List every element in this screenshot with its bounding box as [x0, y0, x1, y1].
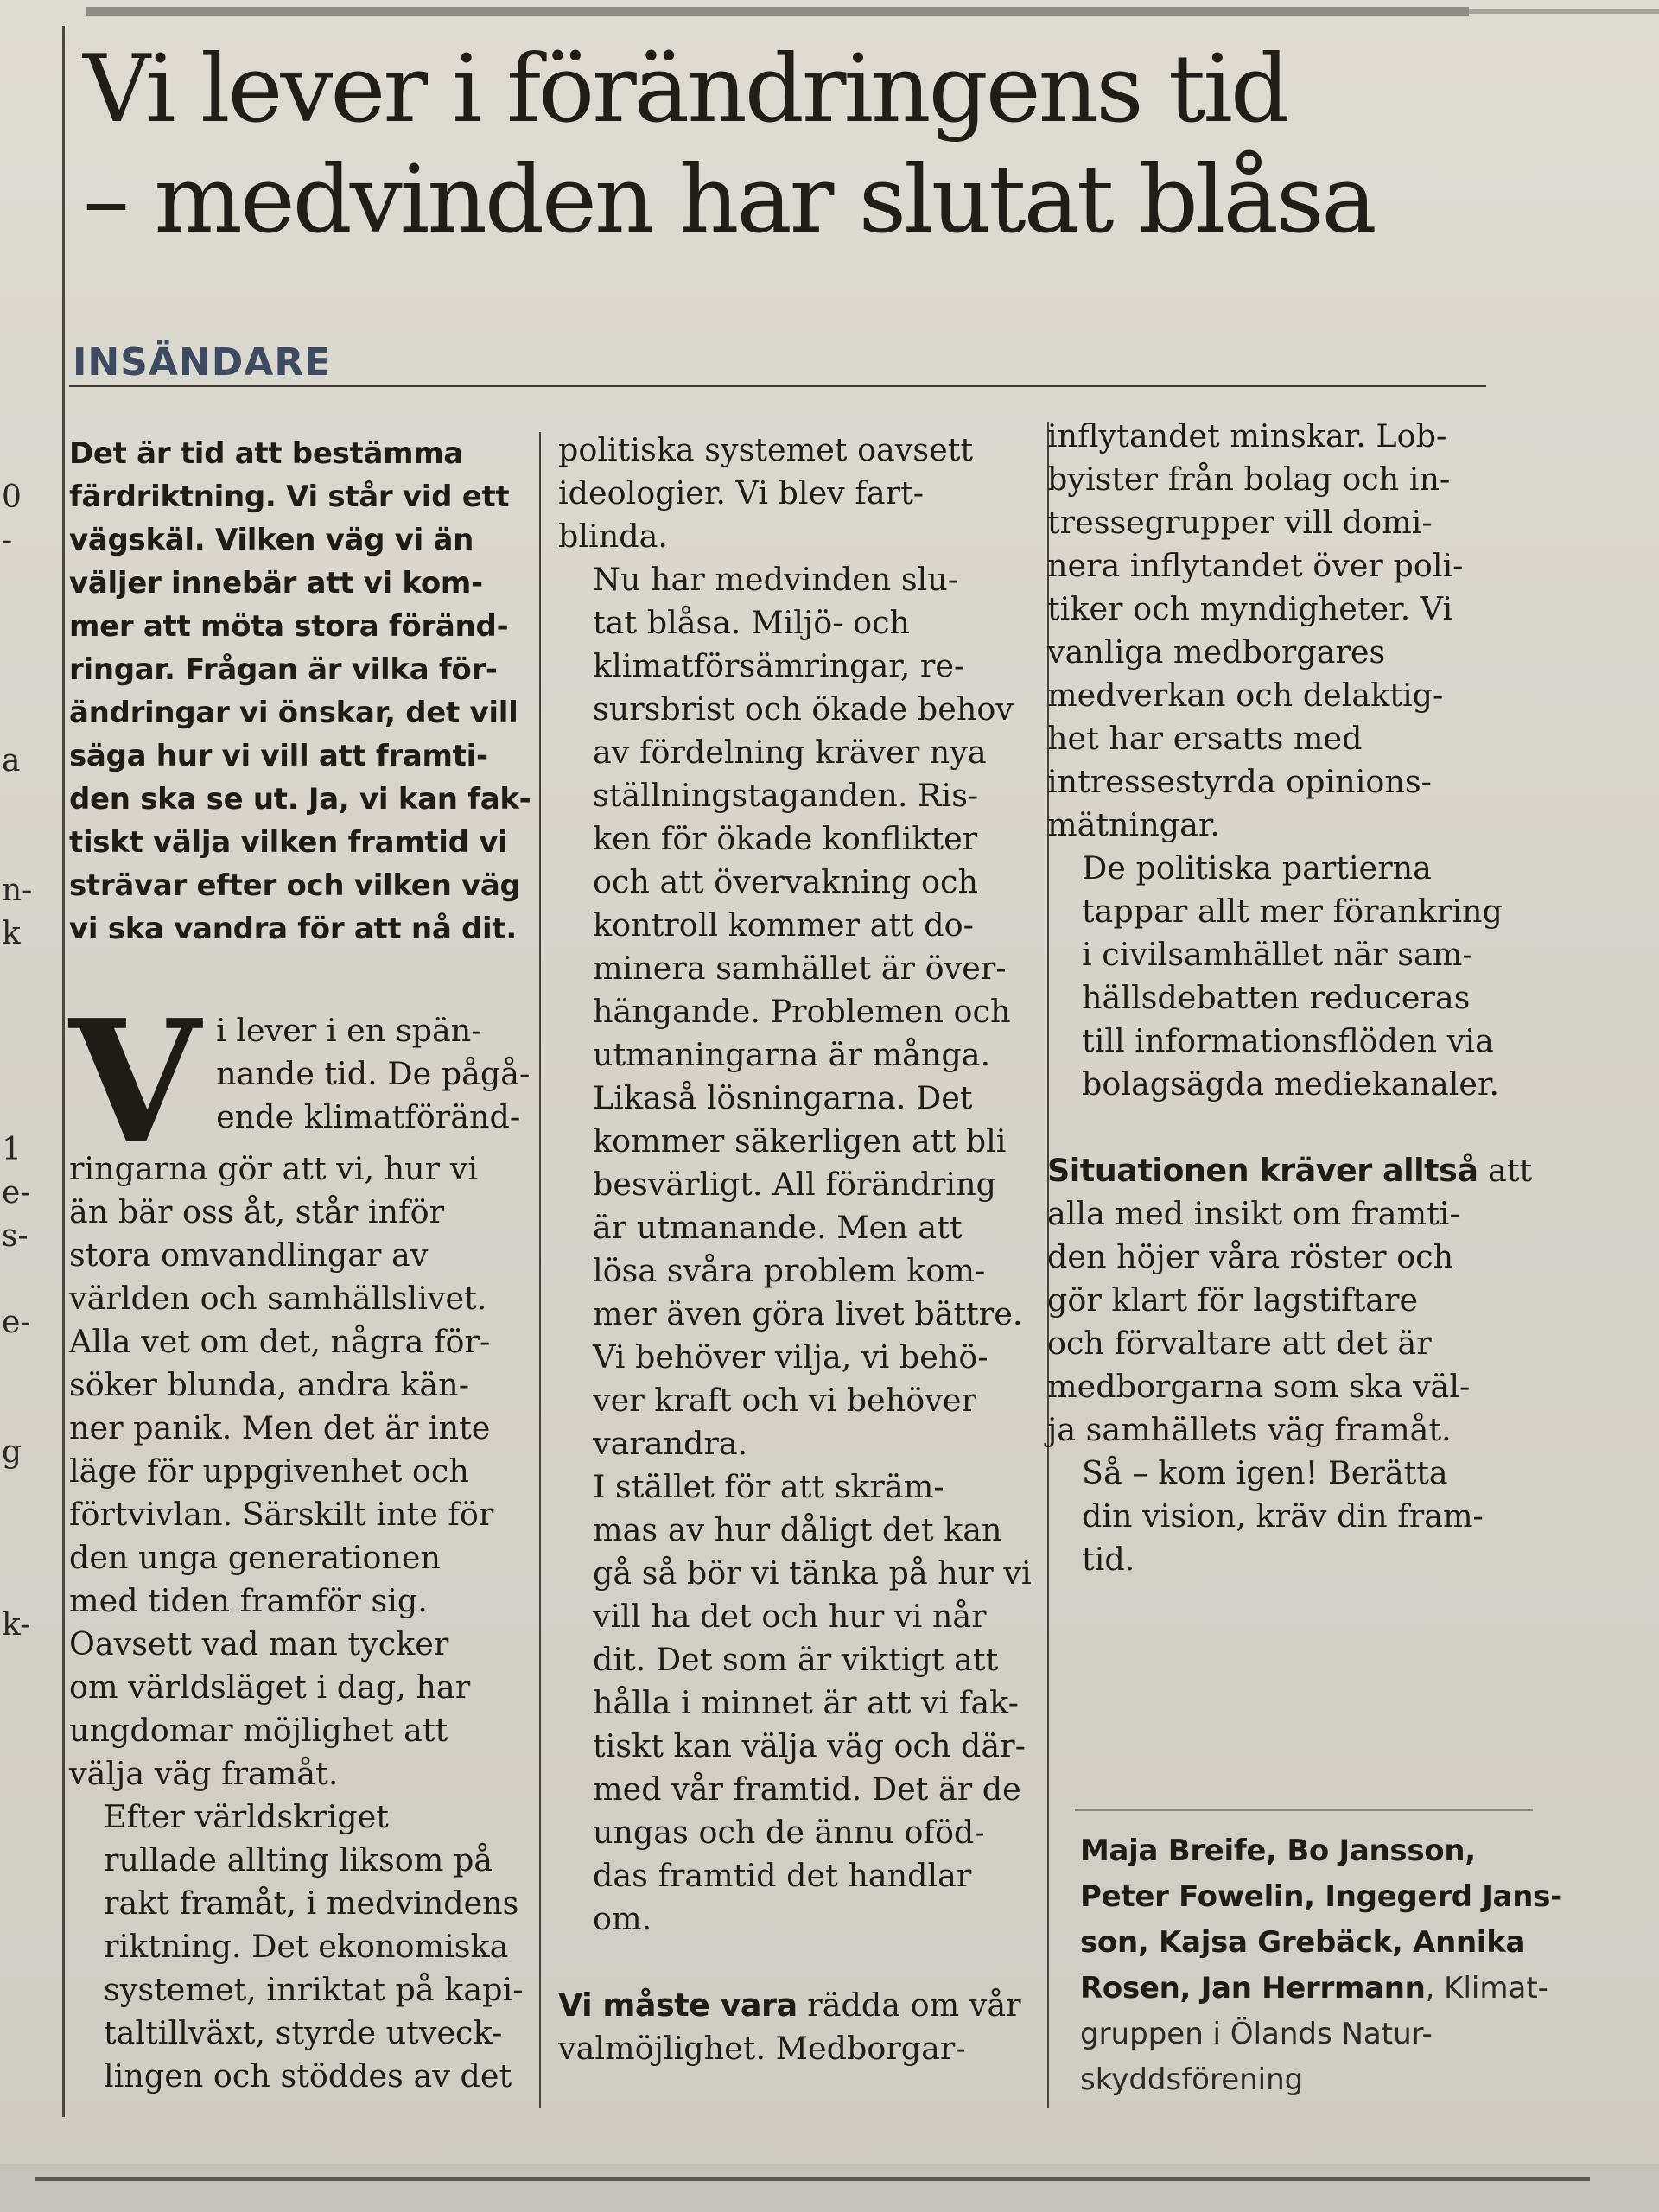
text-line: den unga generationen: [69, 1539, 442, 1576]
text-line: är utmanande. Men att: [593, 1209, 963, 1246]
body-line: att: [1478, 1152, 1533, 1189]
text-line: av fördelning kräver nya: [593, 734, 987, 771]
text-line: tressegrupper vill domi-: [1047, 504, 1433, 541]
text-line: hängande. Problemen och: [593, 993, 1011, 1030]
text-line: intressestyrda opinions-: [1047, 763, 1432, 800]
text-line: medborgarna som ska väl-: [1047, 1368, 1471, 1405]
body-paragraph: [558, 429, 1042, 558]
article-column-2: [558, 429, 1042, 2070]
text-line: ändringar vi önskar, det vill: [69, 696, 518, 730]
text-line: vi ska vandra för att nå dit.: [69, 912, 517, 946]
text-line: medverkan och delaktig-: [1047, 677, 1444, 714]
text-line: nera inflytandet över poli-: [1047, 547, 1464, 584]
text-line: strävar efter och vilken väg: [69, 868, 521, 903]
author-organization: skyddsförening: [1080, 2063, 1304, 2097]
text-line: ideologier. Vi blev fart-: [558, 474, 925, 512]
text-line: rullade allting liksom på: [104, 1841, 493, 1878]
text-line: De politiska partierna: [1082, 849, 1432, 887]
text-line: minera samhället är över-: [593, 950, 1007, 987]
text-line: utmaningarna är många.: [593, 1036, 991, 1073]
neighbor-fragment: e-: [2, 1305, 31, 1340]
neighbor-fragment: k: [2, 916, 21, 951]
top-rule-right: [1469, 9, 1659, 14]
text-line: med tiden framför sig.: [69, 1582, 428, 1619]
text-line: ver kraft och vi behöver: [593, 1382, 976, 1419]
text-line: hålla i minnet är att vi fak-: [593, 1684, 1019, 1721]
text-line: Oavsett vad man tycker: [69, 1625, 449, 1662]
body-line: valmöjlighet. Medborgar-: [558, 2030, 966, 2067]
text-line: med vår framtid. Det är de: [593, 1770, 1021, 1808]
neighbor-fragment: s-: [2, 1218, 29, 1254]
neighbor-fragment: k-: [2, 1607, 31, 1643]
text-line: hällsdebatten reduceras: [1082, 979, 1471, 1016]
bottom-rule: [35, 2177, 1590, 2181]
text-line: tid.: [1082, 1541, 1135, 1578]
body-paragraph: [1047, 415, 1531, 847]
text-line: varandra.: [593, 1425, 748, 1462]
text-line: Så – kom igen! Berätta: [1082, 1454, 1448, 1491]
text-line: välja väg framåt.: [69, 1755, 339, 1792]
body-paragraph: [558, 1984, 1042, 2070]
text-line: till informationsflöden via: [1082, 1022, 1494, 1059]
text-line: Likaså lösningarna. Det: [593, 1079, 973, 1116]
text-line: gå så bör vi tänka på hur vi: [593, 1554, 1032, 1592]
text-line: Nu har medvinden slu-: [593, 561, 959, 598]
text-line: ende klimatföränd-: [216, 1098, 521, 1135]
text-line: blinda.: [558, 518, 668, 555]
section-label: INSÄNDARE: [73, 340, 332, 385]
text-line: ställningstaganden. Ris-: [593, 777, 979, 814]
text-line: ungas och de ännu oföd-: [593, 1814, 985, 1851]
headline-line-2: – medvinden har slutat blåsa: [83, 146, 1375, 254]
body-text: [69, 1147, 536, 1796]
text-line: din vision, kräv din fram-: [1082, 1497, 1484, 1535]
author-names: Peter Fowelin, Ingegerd Jans-: [1080, 1879, 1562, 1914]
article-column-1: [69, 432, 536, 2098]
neighbor-fragment: n-: [2, 873, 33, 908]
text-line: lösa svåra problem kom-: [593, 1252, 986, 1289]
text-line: tiskt kan välja väg och där-: [593, 1727, 1026, 1764]
text-line: systemet, inriktat på kapi-: [104, 1971, 524, 2008]
text-line: dit. Det som är viktigt att: [593, 1641, 999, 1678]
text-line: färdriktning. Vi står vid ett: [69, 480, 510, 514]
neighbor-fragment: a: [2, 743, 21, 779]
text-line: kontroll kommer att do-: [593, 906, 974, 944]
text-line: och förvaltare att det är: [1047, 1325, 1432, 1362]
text-line: väljer innebär att vi kom-: [69, 566, 483, 601]
text-line: besvärligt. All förändring: [593, 1166, 996, 1203]
neighbor-fragment: e-: [2, 1175, 31, 1211]
page-bottom-band: [0, 2164, 1659, 2212]
text-line: söker blunda, andra kän-: [69, 1366, 470, 1403]
text-line: politiska systemet oavsett: [558, 431, 974, 468]
text-line: ken för ökade konflikter: [593, 820, 978, 857]
neighbor-column-fragments: [0, 0, 35, 2212]
author-organization: gruppen i Ölands Natur-: [1080, 2017, 1433, 2051]
text-line: säga hur vi vill att framti-: [69, 739, 488, 773]
text-line: mätningar.: [1047, 806, 1220, 843]
text-line: taltillväxt, styrde utveck-: [104, 2014, 503, 2051]
body-paragraph: [1047, 847, 1531, 1106]
text-line: och att övervakning och: [593, 863, 978, 900]
text-line: Vi behöver vilja, vi behö-: [593, 1338, 988, 1376]
text-line: tat blåsa. Miljö- och: [593, 604, 911, 641]
text-line: vägskäl. Vilken väg vi än: [69, 523, 474, 557]
text-line: ner panik. Men det är inte: [69, 1409, 491, 1446]
text-line: mer att möta stora föränd-: [69, 609, 509, 644]
text-line: ja samhällets väg framåt.: [1047, 1411, 1452, 1448]
text-line: het har ersatts med: [1047, 720, 1363, 757]
text-line: förtvivlan. Särskilt inte för: [69, 1496, 494, 1533]
top-rule: [86, 7, 1469, 16]
text-line: klimatförsämringar, re-: [593, 647, 965, 684]
lead-paragraph: [69, 432, 536, 950]
text-line: i lever i en spän-: [216, 1012, 482, 1049]
text-line: ringar. Frågan är vilka för-: [69, 652, 498, 687]
text-line: vanliga medborgares: [1047, 633, 1386, 671]
article-headline: [83, 35, 1483, 256]
text-line: inflytandet minskar. Lob-: [1047, 417, 1447, 454]
neighbor-fragment: 0: [2, 480, 22, 515]
text-line: om.: [593, 1900, 652, 1937]
body-line: rädda om vår: [797, 1986, 1021, 2024]
signature-rule: [1075, 1809, 1533, 1811]
text-line: I stället för att skräm-: [593, 1468, 944, 1505]
neighbor-fragment: -: [2, 523, 13, 558]
text-line: världen och samhällslivet.: [69, 1280, 487, 1317]
text-line: tiker och myndigheter. Vi: [1047, 590, 1453, 627]
section-rule: [69, 385, 1486, 387]
neighbor-fragment: g: [2, 1434, 22, 1470]
text-line: Det är tid att bestämma: [69, 436, 464, 471]
headline-line-1: Vi lever i förändringens tid: [83, 35, 1288, 143]
text-line: Efter världskriget: [104, 1798, 389, 1835]
text-line: vill ha det och hur vi når: [593, 1598, 987, 1635]
text-line: ungdomar möjlighet att: [69, 1712, 448, 1749]
body-paragraph: [69, 1796, 536, 2098]
subhead-run-in: Situationen kräver alltså: [1047, 1152, 1478, 1189]
author-names: Rosen, Jan Herrmann: [1080, 1971, 1426, 2005]
author-names: son, Kajsa Grebäck, Annika: [1080, 1925, 1526, 1960]
text-line: om världsläget i dag, har: [69, 1669, 471, 1706]
text-line: nande tid. De pågå-: [216, 1055, 531, 1092]
text-line: kommer säkerligen att bli: [593, 1122, 1007, 1160]
text-line: rakt framåt, i medvindens: [104, 1885, 519, 1922]
column-rule-1: [539, 432, 541, 2108]
text-line: bolagsägda mediekanaler.: [1082, 1065, 1500, 1103]
text-line: den höjer våra röster och: [1047, 1238, 1454, 1275]
text-line: än bär oss åt, står inför: [69, 1193, 445, 1230]
text-line: alla med insikt om framti-: [1047, 1195, 1460, 1232]
text-line: byister från bolag och in-: [1047, 461, 1451, 498]
text-line: riktning. Det ekonomiska: [104, 1928, 509, 1965]
text-line: mer även göra livet bättre.: [593, 1295, 1023, 1332]
text-line: sursbrist och ökade behov: [593, 690, 1014, 728]
drop-cap: V: [69, 983, 201, 1182]
article-column-3: [1047, 415, 1531, 1581]
text-line: mas av hur dåligt det kan: [593, 1511, 1002, 1548]
left-column-rule: [62, 26, 65, 2117]
body-paragraph: [558, 1465, 1042, 1941]
text-line: ringarna gör att vi, hur vi: [69, 1150, 479, 1187]
text-line: gör klart för lagstiftare: [1047, 1281, 1419, 1319]
text-line: lingen och stöddes av det: [104, 2057, 512, 2094]
text-line: das framtid det handlar: [593, 1857, 972, 1894]
neighbor-fragment: 1: [2, 1132, 22, 1167]
subhead-run-in: Vi måste vara: [558, 1986, 798, 2024]
body-paragraph: [1047, 1149, 1531, 1452]
body-paragraph: [558, 558, 1042, 1465]
author-organization: , Klimat-: [1425, 1971, 1548, 2005]
text-line: i civilsamhället när sam-: [1082, 936, 1473, 973]
body-paragraph: [1047, 1452, 1531, 1581]
text-line: tappar allt mer förankring: [1082, 893, 1503, 930]
author-names: Maja Breife, Bo Jansson,: [1080, 1834, 1476, 1868]
text-line: den ska se ut. Ja, vi kan fak-: [69, 782, 531, 817]
text-line: Alla vet om det, några för-: [69, 1323, 491, 1360]
text-line: läge för uppgivenhet och: [69, 1452, 469, 1490]
author-signature: [1080, 1828, 1562, 2103]
text-line: stora omvandlingar av: [69, 1236, 429, 1274]
text-line: tiskt välja vilken framtid vi: [69, 825, 508, 860]
